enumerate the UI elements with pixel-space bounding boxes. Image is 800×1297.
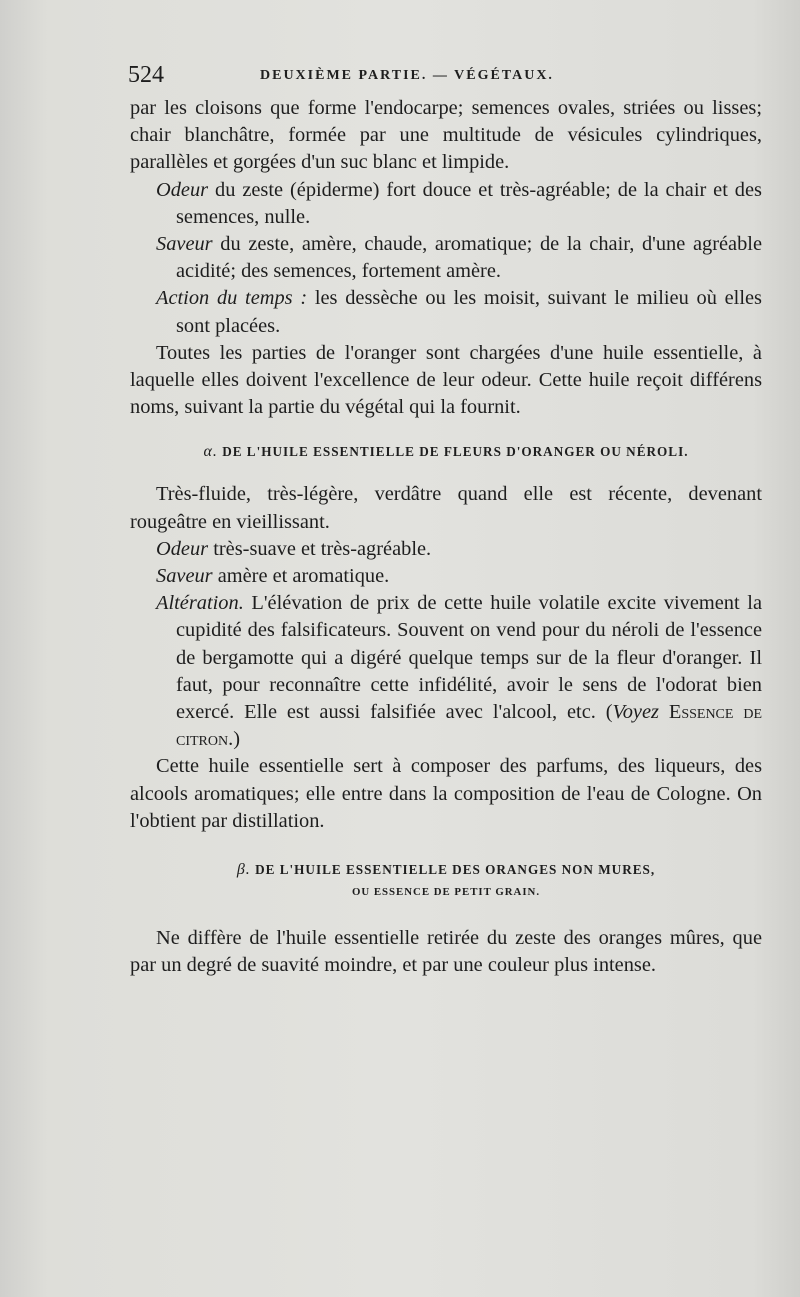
section-title: DE L'HUILE ESSENTIELLE DES ORANGES NON MURES, bbox=[255, 862, 656, 878]
neroli-saveur bbox=[130, 563, 762, 590]
property-text: les dessèche ou les moisit, suivant le milieu où elles sont placées. bbox=[176, 287, 762, 337]
section-title: DE L'HUILE ESSENTIELLE DE FLEURS D'ORANGER OU NÉROLI. bbox=[222, 444, 689, 460]
property-text: amère et aromatique. bbox=[212, 565, 390, 588]
section-heading-neroli bbox=[130, 443, 762, 461]
property-odeur bbox=[130, 177, 762, 231]
section-letter: α. bbox=[203, 443, 218, 461]
neroli-description: Très-fluide, très-légère, verdâtre quand elle est récente, devenant rougeâtre en vieillissant. bbox=[130, 483, 762, 533]
section-letter: β. bbox=[236, 861, 251, 879]
neroli-alteration bbox=[130, 590, 762, 753]
running-head: DEUXIÈME PARTIE. — VÉGÉTAUX. bbox=[260, 68, 554, 83]
page-number: 524 bbox=[128, 62, 164, 88]
neroli-use-paragraph: Cette huile essentielle sert à composer des parfums, des liqueurs, des alcools aromatiques; elle entre dans la composition de l'eau de Cologne. On l'obtient par distillation. bbox=[130, 755, 762, 832]
property-label: Odeur bbox=[156, 178, 209, 201]
body-text bbox=[130, 95, 762, 979]
section-subtitle: OU ESSENCE DE PETIT GRAIN. bbox=[351, 886, 541, 899]
property-label: Action du temps : bbox=[156, 287, 308, 310]
cross-reference: (Voyez Essence de citron.) bbox=[176, 701, 762, 751]
essential-oil-paragraph: Toutes les parties de l'oranger sont chargées d'une huile essentielle, à laquelle elles doivent l'excellence de leur odeur. Cette huile reçoit différens noms, suivant la partie du végétal qui la fournit. bbox=[130, 341, 762, 419]
property-label: Saveur bbox=[156, 565, 213, 588]
property-action-du-temps bbox=[130, 285, 762, 339]
property-label: Saveur bbox=[156, 233, 213, 256]
property-text: du zeste (épiderme) fort douce et très-agréable; de la chair et des semences, nulle. bbox=[176, 178, 762, 228]
property-text: du zeste, amère, chaude, aromatique; de la chair, d'une agréable acidité; des semences, fortement amère. bbox=[176, 233, 762, 283]
intro-paragraph: par les cloisons que forme l'endocarpe; semences ovales, striées ou lisses; chair blanchâtre, formée par une multitude de vésicules cylindriques, parallèles et gorgées d'un suc blanc et limpide. bbox=[130, 97, 762, 174]
property-text: L'élévation de prix de cette huile volatile excite vivement la cupidité des falsificateurs. Souvent on vend pour du néroli de l'essence de bergamotte qui a digéré quelque temps sur de la fleur d'oranger. Il faut, pour reconnaître cette infidélité, avoir le sens de l'odorat bien exercé. Elle est aussi falsifiée avec l'alcool, etc. bbox=[176, 592, 762, 724]
property-label: Altération. bbox=[156, 592, 244, 615]
page-header bbox=[128, 62, 768, 90]
property-text: très-suave et très-agréable. bbox=[208, 537, 432, 560]
property-saveur bbox=[130, 231, 762, 285]
neroli-odeur bbox=[130, 536, 762, 563]
petit-grain-paragraph: Ne diffère de l'huile essentielle retirée du zeste des oranges mûres, que par un degré de suavité moindre, et par une couleur plus intense. bbox=[130, 927, 762, 977]
section-heading-petit-grain bbox=[130, 861, 762, 879]
property-label: Odeur bbox=[156, 537, 209, 560]
